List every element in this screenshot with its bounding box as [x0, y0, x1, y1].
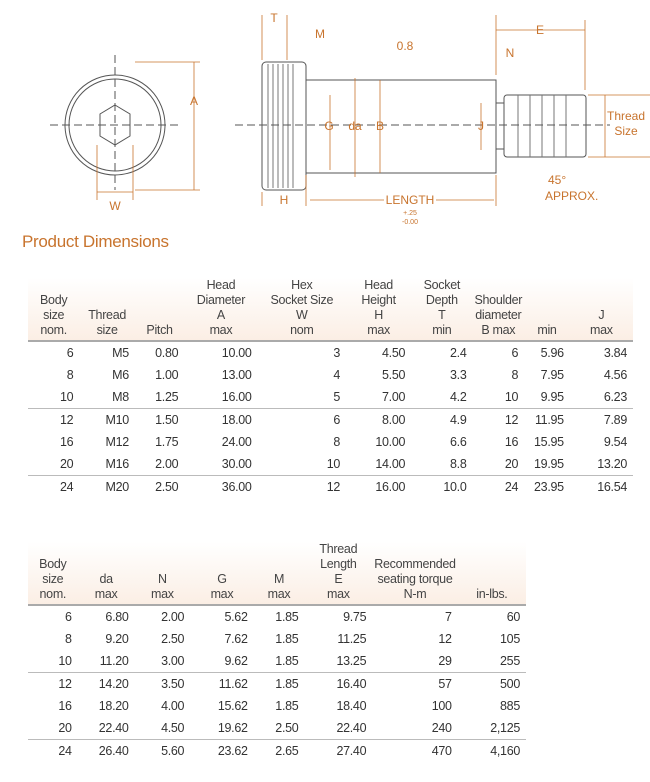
table-cell: 9.75	[343, 610, 367, 624]
table-cell: 9.20	[105, 632, 129, 646]
table-cell: 885	[500, 699, 520, 713]
label-thread: Thread	[606, 109, 646, 123]
header-line: size	[96, 323, 118, 337]
table-cell: 36.00	[221, 480, 252, 494]
table-cell: 12	[438, 632, 452, 646]
table-cell: 2.50	[161, 632, 185, 646]
label-tolerance-plus: +.25	[403, 210, 417, 217]
dimension-lines	[97, 15, 650, 206]
header-line: max	[209, 323, 233, 337]
table-cell: 19.62	[190, 717, 253, 740]
table-row	[28, 476, 633, 499]
header-line: Height	[361, 293, 396, 307]
table-cell: 23.95	[534, 480, 564, 494]
table-cell: 10	[472, 386, 524, 409]
table-cell: 57	[438, 677, 452, 691]
table-cell: 1.75	[155, 435, 179, 449]
table-cell: 10	[28, 650, 78, 673]
table-cell: 2.50	[254, 717, 305, 740]
column-header	[458, 542, 526, 605]
table-row	[28, 740, 526, 763]
header-line: Recommended seating torque N-m	[374, 557, 456, 601]
table-cell: 16.00	[375, 480, 406, 494]
table-cell: 3	[333, 346, 341, 360]
header-line: Pitch	[146, 323, 173, 337]
table-cell: 255	[458, 650, 526, 673]
label-N: N	[505, 46, 515, 60]
table-cell: 13.20	[570, 453, 633, 476]
table-cell: 18.20	[98, 699, 129, 713]
header-line: Diameter	[196, 293, 246, 307]
header-line: Head	[364, 278, 393, 292]
table-cell: 11.62	[218, 677, 248, 691]
column-header	[135, 542, 191, 605]
table-row	[28, 695, 526, 717]
table-cell: 4,160	[490, 744, 520, 758]
header-line: max	[367, 323, 390, 337]
table-cell: 12	[58, 677, 72, 691]
column-header	[472, 278, 524, 341]
table-cell: 24.00	[221, 435, 252, 449]
table-cell: 1.00	[155, 368, 179, 382]
header-line: Head	[206, 278, 236, 292]
table-cell: 29	[372, 650, 457, 673]
column-header	[254, 542, 305, 605]
table-cell: 105	[500, 632, 520, 646]
table-cell: 16.40	[336, 677, 367, 691]
table-cell: 20	[472, 453, 524, 476]
table-row	[28, 386, 633, 409]
table-cell: 11.25	[337, 632, 367, 646]
table-cell: 1.85	[275, 632, 299, 646]
table-cell: M6	[112, 368, 129, 382]
header-line: J	[598, 308, 605, 322]
table-cell: 4.50	[382, 346, 406, 360]
header-line: A	[216, 308, 225, 322]
label-E: E	[535, 23, 545, 37]
label-J: J	[478, 119, 484, 133]
table-cell: 1.85	[254, 650, 305, 673]
table-cell: 5.60	[161, 744, 185, 758]
header-line: Depth	[425, 293, 458, 307]
column-header	[28, 542, 78, 605]
label-B: B	[375, 119, 385, 133]
table-cell: 6.23	[570, 386, 633, 409]
table-cell: M5	[112, 346, 129, 360]
column-header	[411, 278, 472, 341]
table-cell: 3.50	[161, 677, 185, 691]
table-row	[28, 453, 633, 476]
table-cell: 6	[64, 610, 72, 624]
header-line: G	[217, 572, 227, 586]
header-line: N	[158, 572, 167, 586]
table-cell: 24	[58, 744, 72, 758]
label-approx: APPROX.	[545, 189, 599, 203]
column-header	[570, 278, 633, 341]
header-line: W	[296, 308, 308, 322]
table-cell: 1.85	[275, 610, 299, 624]
label-A: A	[189, 94, 199, 108]
table-cell: 4.2	[411, 386, 472, 409]
table-cell: 1.25	[135, 386, 184, 409]
column-header	[372, 542, 457, 605]
table-cell: 26.40	[98, 744, 129, 758]
table-cell: 2,125	[458, 717, 526, 740]
header-line: Thread	[319, 542, 358, 556]
table-cell: 4	[333, 368, 341, 382]
header-line: max	[94, 587, 118, 601]
table-cell: 14.20	[98, 677, 129, 691]
table-cell: 9.54	[603, 435, 627, 449]
table-row	[28, 364, 633, 386]
header-line: min	[432, 323, 452, 337]
table-cell: 23.62	[217, 744, 248, 758]
table-cell: 5	[258, 386, 346, 409]
label-da: da	[348, 119, 362, 133]
header-line: M	[273, 572, 285, 586]
header-line: Length	[320, 557, 357, 571]
side-view	[235, 62, 610, 190]
column-header	[135, 278, 184, 341]
table-cell: 6	[333, 413, 341, 427]
header-line: nom.	[40, 323, 67, 337]
table-cell: 500	[500, 677, 520, 691]
table-cell: 4.9	[450, 413, 467, 427]
label-W: W	[109, 199, 121, 213]
header-line: size	[43, 308, 65, 322]
table-cell: 13.00	[221, 368, 252, 382]
header-line: nom.	[39, 587, 67, 601]
dimensions-table	[28, 278, 633, 498]
column-header	[524, 278, 570, 341]
table-cell: 60	[506, 610, 520, 624]
label-angle: 45°	[548, 173, 567, 187]
table-cell: 20	[28, 717, 78, 740]
table-row	[28, 717, 526, 740]
table-cell: 24	[504, 480, 519, 494]
table-cell: 10.00	[375, 435, 406, 449]
table-cell: M8	[79, 386, 135, 409]
header-line: size	[42, 572, 64, 586]
table-row	[28, 431, 633, 453]
table-cell: M16	[79, 453, 135, 476]
header-line: Shoulder diameter B max	[474, 293, 523, 337]
table-cell: 27.40	[336, 744, 367, 758]
table-row	[28, 605, 526, 628]
header-line: Body	[40, 293, 68, 307]
header-line: in-lbs.	[476, 587, 508, 601]
column-header	[190, 542, 253, 605]
table-cell: 16	[60, 435, 74, 449]
table-cell: 16	[504, 435, 519, 449]
table-cell: M20	[105, 480, 129, 494]
table-cell: 8	[66, 368, 74, 382]
header-line: Socket Size	[270, 293, 334, 307]
header-line: Hex	[291, 278, 313, 292]
table-cell: M10	[105, 413, 129, 427]
table-cell: 5.96	[540, 346, 564, 360]
table-cell: 12	[60, 413, 74, 427]
label-M: M	[315, 27, 325, 41]
table-cell: 8.8	[411, 453, 472, 476]
header-line: max	[267, 587, 291, 601]
table-cell: 14.00	[346, 453, 411, 476]
table-cell: 22.40	[78, 717, 135, 740]
column-header	[346, 278, 411, 341]
header-line: max	[326, 587, 350, 601]
table-cell: 1.85	[275, 677, 299, 691]
shoulder-screw-drawing	[0, 0, 650, 228]
table-cell: 4.50	[135, 717, 191, 740]
table-cell: 100	[431, 699, 452, 713]
table-cell: M12	[105, 435, 129, 449]
table-cell: 2.00	[135, 453, 184, 476]
table-cell: 30.00	[184, 453, 257, 476]
table-cell: 6	[511, 346, 519, 360]
table-cell: 3.84	[603, 346, 627, 360]
header-line: max	[210, 587, 234, 601]
table-cell: 4.56	[603, 368, 627, 382]
header-line: Body	[39, 557, 67, 571]
header-line: nom	[290, 323, 314, 337]
table-cell: 2.65	[275, 744, 299, 758]
table-cell: 470	[431, 744, 452, 758]
label-H: H	[279, 193, 289, 207]
table-cell: 8	[333, 435, 341, 449]
table-cell: 12	[326, 480, 341, 494]
table-cell: 7.89	[603, 413, 627, 427]
table-row	[28, 409, 633, 432]
header-line: T	[438, 308, 446, 322]
column-header	[258, 278, 346, 341]
column-header	[79, 278, 135, 341]
table-cell: 22.40	[304, 717, 372, 740]
header-line: max	[590, 323, 613, 337]
table-cell: 16.54	[597, 480, 627, 494]
table-cell: 3.3	[450, 368, 467, 382]
table-cell: 2.00	[161, 610, 185, 624]
thread-torque-table	[28, 542, 526, 762]
column-header	[304, 542, 372, 605]
header-line: Socket	[423, 278, 461, 292]
table-cell: 13.25	[304, 650, 372, 673]
table-cell: 20	[28, 453, 79, 476]
label-size: Size	[614, 124, 638, 138]
header-line: Thread	[88, 308, 127, 322]
table-row	[28, 628, 526, 650]
end-view	[50, 55, 180, 190]
table-cell: 11.95	[534, 413, 564, 427]
header-line: da	[99, 572, 113, 586]
label-roughness: 0.8	[396, 39, 414, 53]
column-header	[78, 542, 135, 605]
table-cell: 1.50	[155, 413, 179, 427]
table-cell: 10.0	[443, 480, 467, 494]
table-cell: 9.95	[524, 386, 570, 409]
table-cell: 3.00	[135, 650, 191, 673]
table-cell: 8.00	[382, 413, 406, 427]
table-cell: 2.50	[155, 480, 179, 494]
table-cell: 10	[258, 453, 346, 476]
table-cell: 11.20	[78, 650, 135, 673]
table-cell: 7.00	[346, 386, 411, 409]
table-cell: 6.6	[450, 435, 467, 449]
table-cell: 2.4	[450, 346, 467, 360]
table-cell: 1.85	[275, 699, 299, 713]
table-cell: 0.80	[155, 346, 179, 360]
column-header	[28, 278, 79, 341]
table-cell: 7	[445, 610, 452, 624]
table-cell: 12	[504, 413, 519, 427]
table-cell: 10	[28, 386, 79, 409]
table-cell: 10.00	[221, 346, 252, 360]
table-cell: 4.00	[161, 699, 185, 713]
header-line: min	[537, 323, 557, 337]
header-line: max	[151, 587, 174, 601]
table-cell: 19.95	[524, 453, 570, 476]
table-row	[28, 341, 633, 364]
table-cell: 5.62	[224, 610, 248, 624]
label-tolerance-minus: -0.00	[402, 219, 418, 226]
table-cell: 240	[372, 717, 457, 740]
table-cell: 24	[60, 480, 74, 494]
table-cell: 15.62	[217, 699, 248, 713]
header-line: E	[334, 572, 343, 586]
table-cell: 7.62	[224, 632, 248, 646]
table-cell: 8	[64, 632, 72, 646]
table-cell: 6	[66, 346, 74, 360]
table-row	[28, 673, 526, 696]
table-cell: 16.00	[184, 386, 257, 409]
table-cell: 18.40	[336, 699, 367, 713]
table-cell: 5.50	[382, 368, 406, 382]
label-T: T	[270, 11, 278, 25]
table-cell: 6.80	[105, 610, 129, 624]
table-cell: 7.95	[540, 368, 564, 382]
table-row	[28, 650, 526, 673]
section-title: Product Dimensions	[22, 232, 169, 251]
label-G: G	[324, 119, 334, 133]
table-cell: 16	[58, 699, 72, 713]
table-cell: 15.95	[534, 435, 564, 449]
table-cell: 9.62	[190, 650, 253, 673]
column-header	[184, 278, 257, 341]
table-cell: 8	[511, 368, 519, 382]
header-line: H	[374, 308, 383, 322]
label-length: LENGTH	[385, 193, 435, 207]
table-cell: 18.00	[221, 413, 252, 427]
